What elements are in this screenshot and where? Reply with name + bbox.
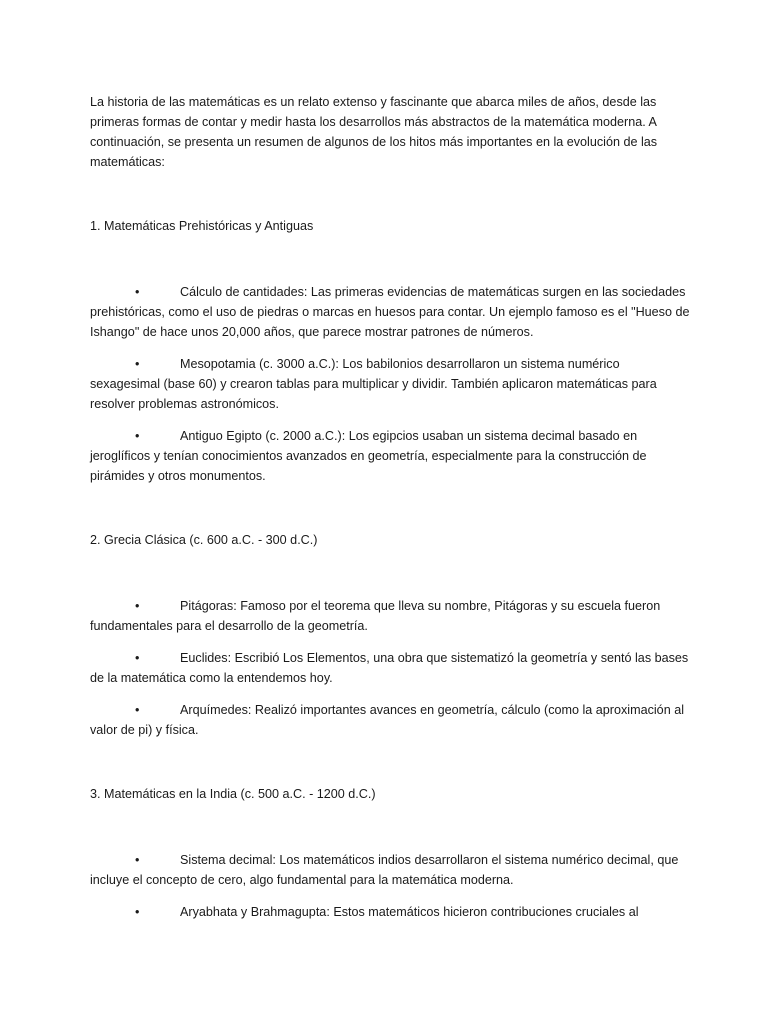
list-item-text: Antiguo Egipto (c. 2000 a.C.): Los egipcios usaban un sistema decimal basado en jeroglíficos y tenían conocimientos avanzados en geometría, especialmente para la construcción de pirámides y otros monumentos.: [90, 429, 647, 483]
list-item-text: Arquímedes: Realizó importantes avances en geometría, cálculo (como la aproximación al valor de pi) y física.: [90, 703, 684, 737]
bullet-list: [90, 596, 690, 740]
bullet-dot: •: [135, 905, 140, 919]
bullet-dot: •: [135, 853, 140, 867]
bullet-list: [90, 850, 690, 922]
section-greece: [90, 530, 690, 740]
list-item-text: Euclides: Escribió Los Elementos, una obra que sistematizó la geometría y sentó las bases de la matemática como la entendemos hoy.: [90, 651, 689, 685]
document-page: [90, 92, 690, 966]
list-item: [90, 426, 690, 486]
list-item-text: Aryabhata y Brahmagupta: Estos matemáticos hicieron contribuciones cruciales al: [180, 905, 639, 919]
list-item: [90, 648, 690, 688]
list-item-text: Cálculo de cantidades: Las primeras evidencias de matemáticas surgen en las sociedades prehistóricas, como el uso de piedras o marcas en huesos para contar. Un ejemplo famoso es el "Hueso de Ishango" de hace unos 20,000 años, que parece mostrar patrones de números.: [90, 285, 690, 339]
section-heading: 2. Grecia Clásica (c. 600 a.C. - 300 d.C.): [90, 533, 318, 547]
bullet-dot: •: [135, 429, 140, 443]
bullet-dot: •: [135, 599, 140, 613]
bullet-dot: •: [135, 703, 140, 717]
bullet-dot: •: [135, 357, 140, 371]
section-heading: 1. Matemáticas Prehistóricas y Antiguas: [90, 219, 314, 233]
list-item-text: Mesopotamia (c. 3000 a.C.): Los babilonios desarrollaron un sistema numérico sexagesimal (base 60) y crearon tablas para multiplicar y dividir. También aplicaron matemáticas para resolver problemas astronómicos.: [90, 357, 657, 411]
list-item-text: Pitágoras: Famoso por el teorema que lleva su nombre, Pitágoras y su escuela fueron fundamentales para el desarrollo de la geometría.: [90, 599, 661, 633]
intro-paragraph: La historia de las matemáticas es un relato extenso y fascinante que abarca miles de años, desde las primeras formas de contar y medir hasta los desarrollos más abstractos de la matemática moderna. A continuación, se presenta un resumen de algunos de los hitos más importantes en la evolución de las matemáticas:: [90, 95, 658, 169]
list-item-text: Sistema decimal: Los matemáticos indios desarrollaron el sistema numérico decimal, que incluye el concepto de cero, algo fundamental para la matemática moderna.: [90, 853, 679, 887]
bullet-list: [90, 282, 690, 486]
section-heading: 3. Matemáticas en la India (c. 500 a.C. - 1200 d.C.): [90, 787, 376, 801]
list-item: [90, 282, 690, 342]
bullet-dot: •: [135, 285, 140, 299]
list-item: [90, 700, 690, 740]
bullet-dot: •: [135, 651, 140, 665]
section-prehistoric: [90, 216, 690, 486]
list-item: [90, 596, 690, 636]
list-item: [90, 850, 690, 890]
list-item: [90, 354, 690, 414]
section-india: [90, 784, 690, 922]
list-item: [90, 902, 690, 922]
